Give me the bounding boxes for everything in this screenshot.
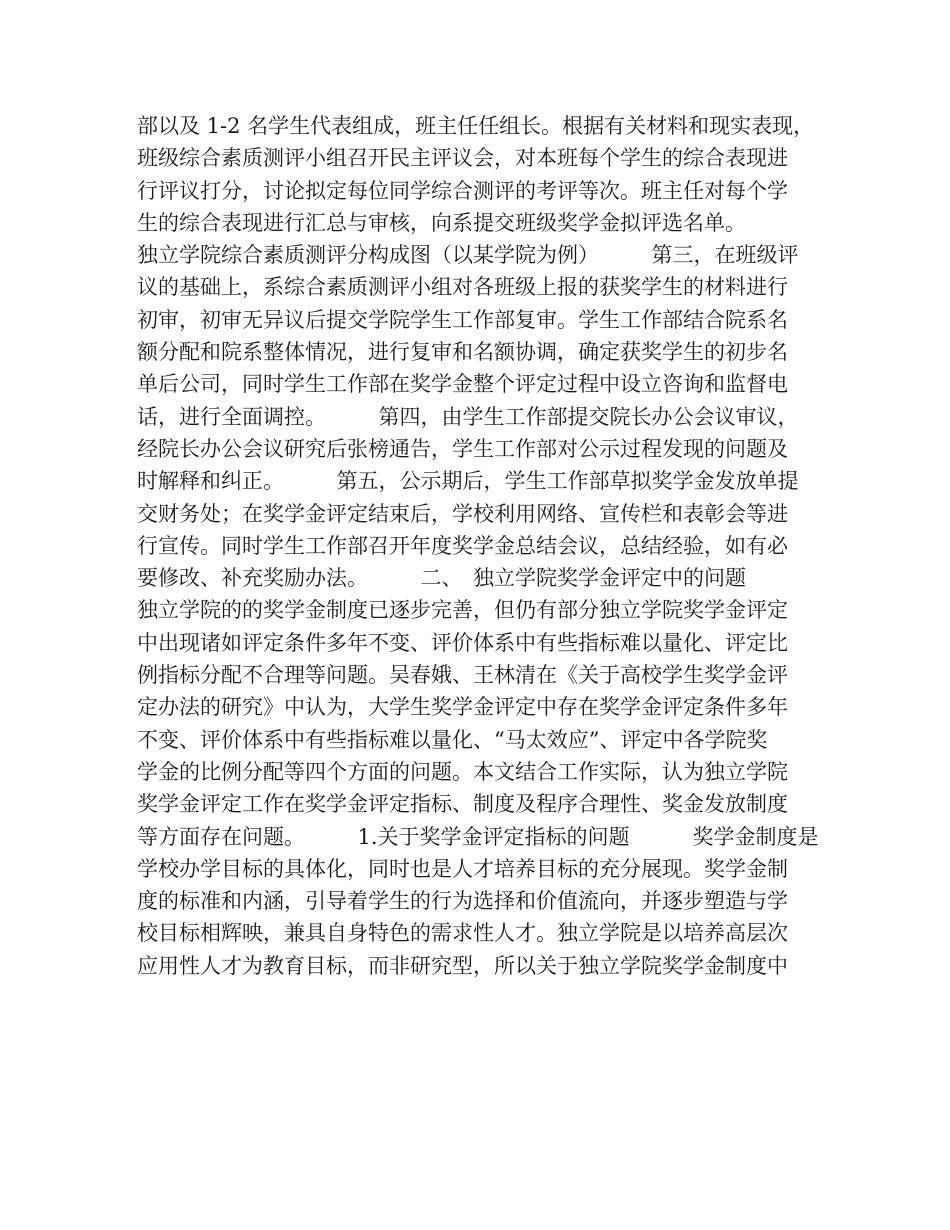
text-line: 学校办学目标的具体化，同时也是人才培养目标的充分展现。奖学金制 — [137, 856, 788, 881]
text-line: 话，进行全面调控。 第四，由学生工作部提交院长办公会议审议， — [137, 404, 799, 429]
text-line: 班级综合素质测评小组召开民主评议会，对本班每个学生的综合表现进 — [137, 146, 788, 171]
text-line: 经院长办公会议研究后张榜通告，学生工作部对公示过程发现的问题及 — [137, 436, 788, 461]
text-line: 独立学院综合素质测评分构成图（以某学院为例） 第三，在班级评 — [137, 243, 799, 268]
text-line: 例指标分配不合理等问题。吴春娥、王林清在《关于高校学生奖学金评 — [137, 663, 788, 688]
text-line: 要修改、补充奖励办法。 二、 独立学院奖学金评定中的问题 — [137, 566, 746, 591]
text-line: 生的综合表现进行汇总与审核，向系提交班级奖学金拟评选名单。 — [137, 210, 746, 235]
text-line: 初审，初审无异议后提交学院学生工作部复审。学生工作部结合院系名 — [137, 307, 788, 332]
text-line: 交财务处；在奖学金评定结束后，学校利用网络、宣传栏和表彰会等进 — [137, 501, 788, 526]
text-line: 度的标准和内涵，引导着学生的行为选择和价值流向，并逐步塑造与学 — [137, 889, 788, 914]
text-line: 独立学院的的奖学金制度已逐步完善，但仍有部分独立学院奖学金评定 — [137, 598, 788, 623]
text-line: 单后公司，同时学生工作部在奖学金整个评定过程中设立咨询和监督电 — [137, 372, 788, 397]
text-line: 中出现诸如评定条件多年不变、评价体系中有些指标难以量化、评定比 — [137, 630, 788, 655]
text-line: 行宣传。同时学生工作部召开年度奖学金总结会议，总结经验，如有必 — [137, 533, 788, 558]
text-line: 校目标相辉映，兼具自身特色的需求性人才。独立学院是以培养高层次 — [137, 921, 788, 946]
text-line: 等方面存在问题。 1.关于奖学金评定指标的问题 奖学金制度是 — [137, 824, 819, 849]
text-line: 行评议打分，讨论拟定每位同学综合测评的考评等次。班主任对每个学 — [137, 178, 788, 203]
text-line: 不变、评价体系中有些指标难以量化、“马太效应”、评定中各学院奖 — [137, 727, 768, 752]
text-line: 额分配和院系整体情况，进行复审和名额协调，确定获奖学生的初步名 — [137, 340, 788, 365]
text-line: 奖学金评定工作在奖学金评定指标、制度及程序合理性、奖金发放制度 — [137, 792, 788, 817]
text-line: 定办法的研究》中认为，大学生奖学金评定中存在奖学金评定条件多年 — [137, 695, 788, 720]
text-line: 议的基础上，系综合素质测评小组对各班级上报的获奖学生的材料进行 — [137, 275, 788, 300]
text-line: 部以及 1-2 名学生代表组成，班主任任组长。根据有关材料和现实表现， — [137, 114, 815, 138]
text-line: 时解释和纠正。 第五，公示期后，学生工作部草拟奖学金发放单提 — [137, 469, 799, 494]
text-line: 应用性人才为教育目标，而非研究型，所以关于独立学院奖学金制度中 — [137, 953, 788, 978]
body-text — [137, 110, 827, 982]
text-line: 学金的比例分配等四个方面的问题。本文结合工作实际，认为独立学院 — [137, 759, 788, 784]
